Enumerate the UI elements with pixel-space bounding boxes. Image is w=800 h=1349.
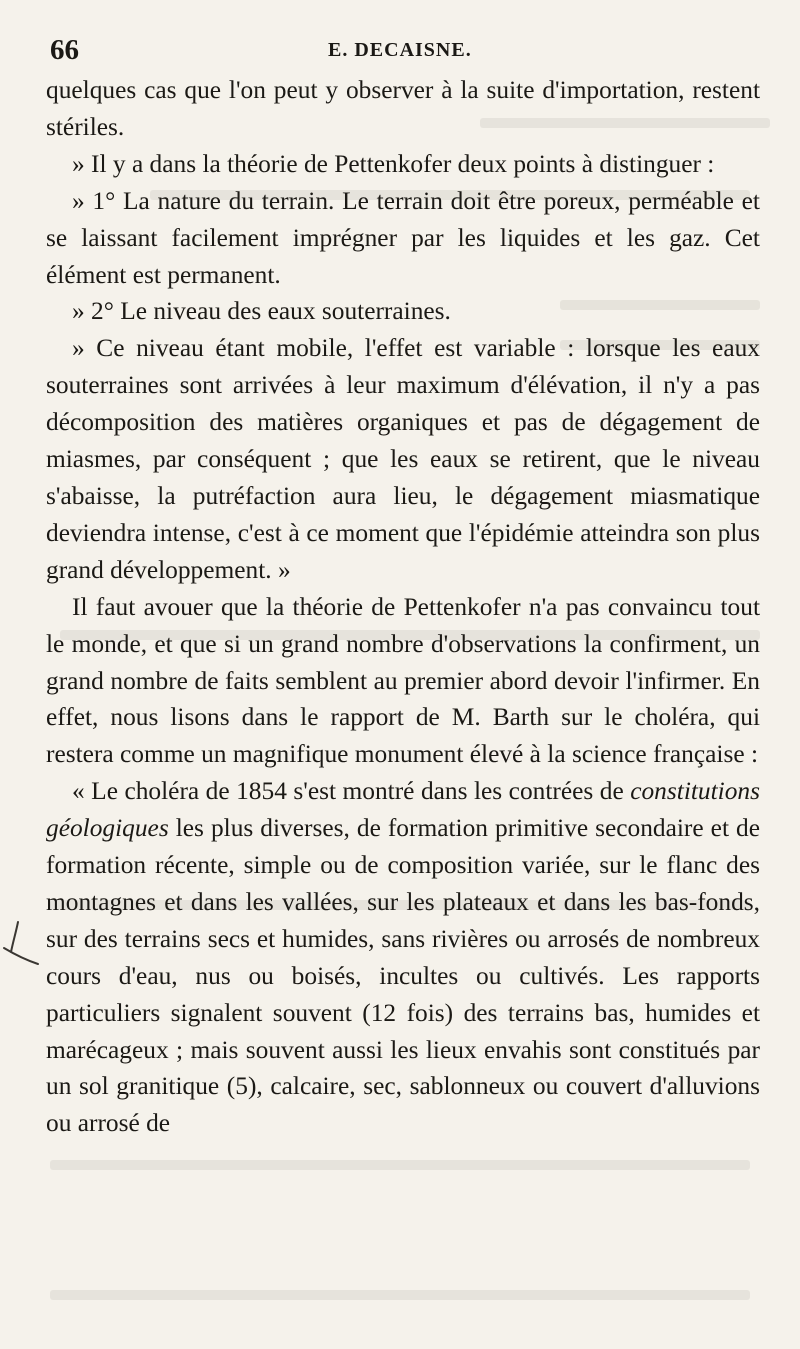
quote-rest: les plus diverses, de formation primitive secondaire et de formation récente, simple ou de composition variée, sur le flanc des montagnes et dans les vallées, sur les plateaux et dans les bas-fonds, sur des terrains secs et humides, sans rivières ou arrosés de nombreux cours d'eau, nus ou boisés, incultes ou cultivés. Les rapports particuliers signalent souvent (12 fois) des terrains bas, humides et marécageux ; mais souvent aussi les lieux envahis sont constitués par un sol granitique (5), calcaire, sec, sablonneux ou couvert d'alluvions ou arrosé de [46, 814, 760, 1138]
running-title: E. DECAISNE. [328, 39, 472, 61]
quote-emphasis: constitutions géologiques [46, 777, 760, 843]
paragraph-water-level: » Ce niveau étant mobile, l'effet est variable : lorsque les eaux souterraines sont arrivées à leur maximum d'élévation, il n'y a pas décomposition des matières organiques et pas de dégagement de miasmes, par conséquent ; que les eaux se retirent, que le niveau s'abaisse, la putréfaction aura lieu, le dégagement miasmatique deviendra intense, c'est à ce moment que l'épidémie atteindra son plus grand développement. » [46, 334, 760, 584]
paragraph-point-one: » 1° La nature du terrain. Le terrain doit être poreux, perméable et se laissant facilement imprégner par les liquides et les gaz. Cet élément est permanent. [46, 186, 760, 289]
page-number: 66 [50, 34, 79, 66]
running-header [50, 34, 770, 70]
body-text [46, 72, 760, 1142]
paragraph-commentary: Il faut avouer que la théorie de Pettenkofer n'a pas convaincu tout le monde, et que si un grand nombre d'observations la confirment, un grand nombre de faits semblent au premier abord devoir l'infirmer. En effet, nous lisons dans le rapport de M. Barth sur le choléra, qui restera comme un magnifique monument élevé à la science française : [46, 592, 760, 769]
paragraph-quote-intro: » Il y a dans la théorie de Pettenkofer deux points à distinguer : [72, 149, 715, 178]
paragraph-barth-quote [46, 773, 760, 1142]
paragraph-point-two: » 2° Le niveau des eaux souterraines. [72, 297, 451, 326]
quote-lead: « Le choléra de 1854 s'est montré dans les contrées de [72, 777, 631, 806]
paragraph-continuation: quelques cas que l'on peut y observer à la suite d'importation, restent stériles. [46, 76, 760, 141]
pencil-cross-mark [2, 918, 42, 974]
